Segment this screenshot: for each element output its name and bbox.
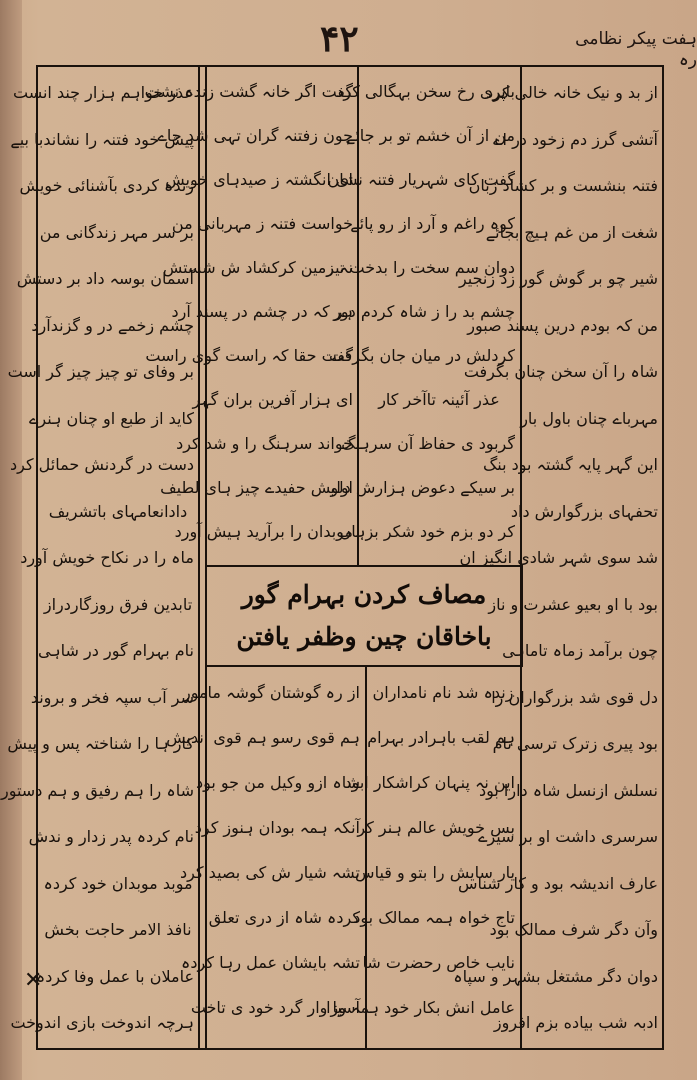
verse-line: عذر خواہم ہزار چند انست: [12, 83, 194, 102]
verse-line: کوہ راغم و آرد از رو پائے: [350, 214, 515, 233]
verse-line: خواست فتنہ ز مہربانی من: [171, 214, 353, 233]
verse-line: نہ زمین کرکشاد ش شستش: [162, 258, 353, 277]
verse-line: دل قوی شد بزرگواران را: [491, 687, 658, 707]
verse-line: ای ہزار آفرین بران گہر: [192, 390, 353, 409]
verse-line: تشہ شیار ش کی بصید کرد: [180, 863, 360, 882]
verse-line: عارف اندیشہ بود و کار شناس: [458, 873, 658, 893]
verse-line: عامل انش بکار خود ہمہ وزا: [326, 998, 515, 1017]
verse-line: سرسری داشت او بر سیرے: [478, 827, 658, 846]
verse-line: من کہ بودم درین پسند صبور: [467, 315, 658, 335]
verse-line: شاہ را آن سخن چنان بگرفت: [463, 362, 658, 381]
verse-line: کار ہا را شناختہ پس و پیش: [7, 734, 194, 753]
verse-line: بر سر مہر زندگانی من: [39, 222, 194, 242]
verse-line: مہرباے چنان باول بار: [520, 408, 658, 428]
verse-line: دوان سم سخت را بدخت تیر: [326, 258, 515, 277]
verse-line: ادبہ شب بیاده بزم افروز: [493, 1013, 658, 1032]
verse-line: تابدین فرق روزگاردراز: [43, 594, 193, 614]
verse-line: بر سیکے دعوض ہزارش دلو: [330, 478, 515, 497]
verse-line: موبد موبدان خود کردہ: [43, 873, 193, 893]
verse-line: پیش خود فتنہ را نشاندبا بیے: [10, 129, 194, 149]
verse-line: نام کردہ پدر زدار و ندش: [28, 827, 194, 846]
verse-line: ہرچہ اندوخت بازی اندوخت: [10, 1013, 194, 1032]
verse-line: ہر کہ در چشم در پسند آرد: [171, 302, 353, 321]
verse-line: دوان دگر مشتغل بشہر و سپاہ: [453, 966, 658, 986]
verse-line: نام بہرام گور در شاہی: [37, 641, 194, 660]
verse-line: ای انگشتہ ز صیدہای خویش: [165, 170, 353, 189]
verse-line: نسلش ازنسل شاہ دارا بود: [478, 780, 658, 800]
verse-line: نافذ الامر حاجت بخش: [44, 920, 192, 939]
verse-line: چون برآمد زماہ تاماہی: [502, 641, 658, 660]
verse-line: دادانعامہای باتشریف: [48, 501, 188, 521]
verse-line: آتشی گرز دم زخود در اے: [493, 129, 658, 149]
verse-line: کر دو بزم خود شکر بزہاں: [339, 522, 515, 541]
verse-line: نایب خاص رحضرت شا: [362, 953, 515, 972]
verse-line: تاج خواہ ہمہ ممالک بود: [353, 908, 515, 927]
verse-line: وآن دگر شرف ممالک بود: [489, 920, 658, 939]
verse-line: من از آن خشم تو بر جائے: [345, 126, 515, 145]
verse-line: ہم لقب باہرادر بہرام: [367, 728, 515, 747]
verse-line: تشہ بایشان عمل رہا کردہ: [181, 953, 360, 972]
verse-line: بس خویش عالم ہنر کر: [357, 818, 515, 837]
page-header: [0, 8, 697, 70]
verse-line: عذر آئینہ تاآخر کار: [378, 390, 500, 409]
verse-line: چشم زخمے در و گزندآرد: [31, 315, 194, 335]
verse-line: باپری رخ سخن بہگالی کرد: [336, 82, 515, 101]
verse-line: اولیش حفیدے چیز ہای لطیف: [160, 478, 353, 497]
verse-line: خواند سرہنگ را و شد کرد: [176, 434, 353, 453]
verse-line: شاہ را ہم رفیق و ہم دستور: [0, 780, 194, 800]
verse-line: ماہ را در نکاح خویش آورد: [20, 548, 194, 567]
verse-line: از بد و نیک خانہ خالی کرد: [485, 83, 658, 102]
verse-line: شاہ ازو وکیل من جو بود: [195, 773, 360, 792]
heading-line-2: باخاقان چین وظفر یافتن: [236, 622, 492, 651]
column-3-upper: [144, 70, 357, 554]
verse-line: زندہ کردی بآشنائی خویش: [19, 176, 194, 195]
verse-line: شیر چو بر گوش گور زد زنجیر: [458, 269, 658, 288]
verse-line: سر آب سپہ فخر و بروند: [30, 687, 194, 707]
page-number: ۴۲: [320, 18, 359, 60]
verse-line: گفت کای شہریار فتنہ نشان: [327, 170, 515, 189]
verse-line: کاید از طبع او چنان ہنرے: [29, 408, 194, 428]
verse-line: دست در گردنش حمائل کرد: [9, 455, 194, 474]
verse-line: کردلش در میان جان بگرفت: [328, 346, 515, 365]
margin-mark: ✕: [24, 968, 43, 993]
heading-line-1: مصاف کردن بہرام گور: [241, 580, 487, 609]
verse-line: یار سایش را بتو و قیاس: [355, 863, 515, 882]
verse-line: آنکہ ہمہ بودان ہنوز کرد: [194, 818, 360, 837]
verse-line: عاملان با عمل وفا کردہ: [35, 966, 194, 986]
verse-line: کردہ شاہ از دری تعلق: [208, 908, 360, 927]
verse-line: زندہ شد نام نامداران: [372, 683, 514, 702]
verse-line: گربود ی حفاظ آن سرہنگ: [341, 434, 515, 453]
verse-line: گفت اگر خانہ گشت زندہ نشت: [144, 82, 353, 101]
verse-line: بر وفای تو چیز چیز گر است: [7, 362, 194, 381]
verse-line: ہم قوی رسو ہم قوی اندیش: [166, 728, 360, 747]
verse-line: شغت از من غم ہیچ بجائے: [485, 222, 658, 242]
verse-line: موبدان را برآرید ہیش آورد: [174, 522, 353, 541]
verse-line: گفت حقا کہ راست گوی راست: [145, 346, 353, 365]
verse-line: چشم بد را ز شاہ کردم دور: [333, 302, 515, 321]
verse-line: فتنہ بنشست و بر کشاد زبان: [468, 176, 658, 195]
verse-line: آسمان بوسہ داد بر دستش: [16, 269, 194, 288]
column-1: [453, 70, 662, 1047]
verse-line: بود پیری زترک ترسی نام: [492, 734, 658, 753]
verse-line: این گہر پایہ گشتہ بود بنگ: [482, 455, 658, 474]
verse-line: از رہ گوشتان گوشہ مامور: [182, 683, 360, 702]
verse-line: چون زفتنہ گران تہی شد جاے: [157, 126, 353, 145]
column-2-lower: [326, 670, 519, 1030]
column-2-upper: [326, 70, 519, 554]
verse-line: آسیا وار گرد خود ی تاخت: [190, 998, 360, 1017]
column-4: [0, 70, 198, 1047]
verse-line: شد سوی شہر شادی انگیز ان: [459, 548, 658, 567]
verse-line: تحفہای بزرگوارش داد: [510, 501, 658, 521]
column-3-lower: [166, 670, 364, 1030]
verse-line: بود با او بعیو عشرت و ناز: [488, 594, 658, 614]
section-heading-banner: [205, 565, 523, 667]
running-title: ہفت پیکر نظامی رہ: [575, 29, 697, 70]
verse-line: این نہ پنہان کراشکار ابود: [344, 773, 515, 792]
